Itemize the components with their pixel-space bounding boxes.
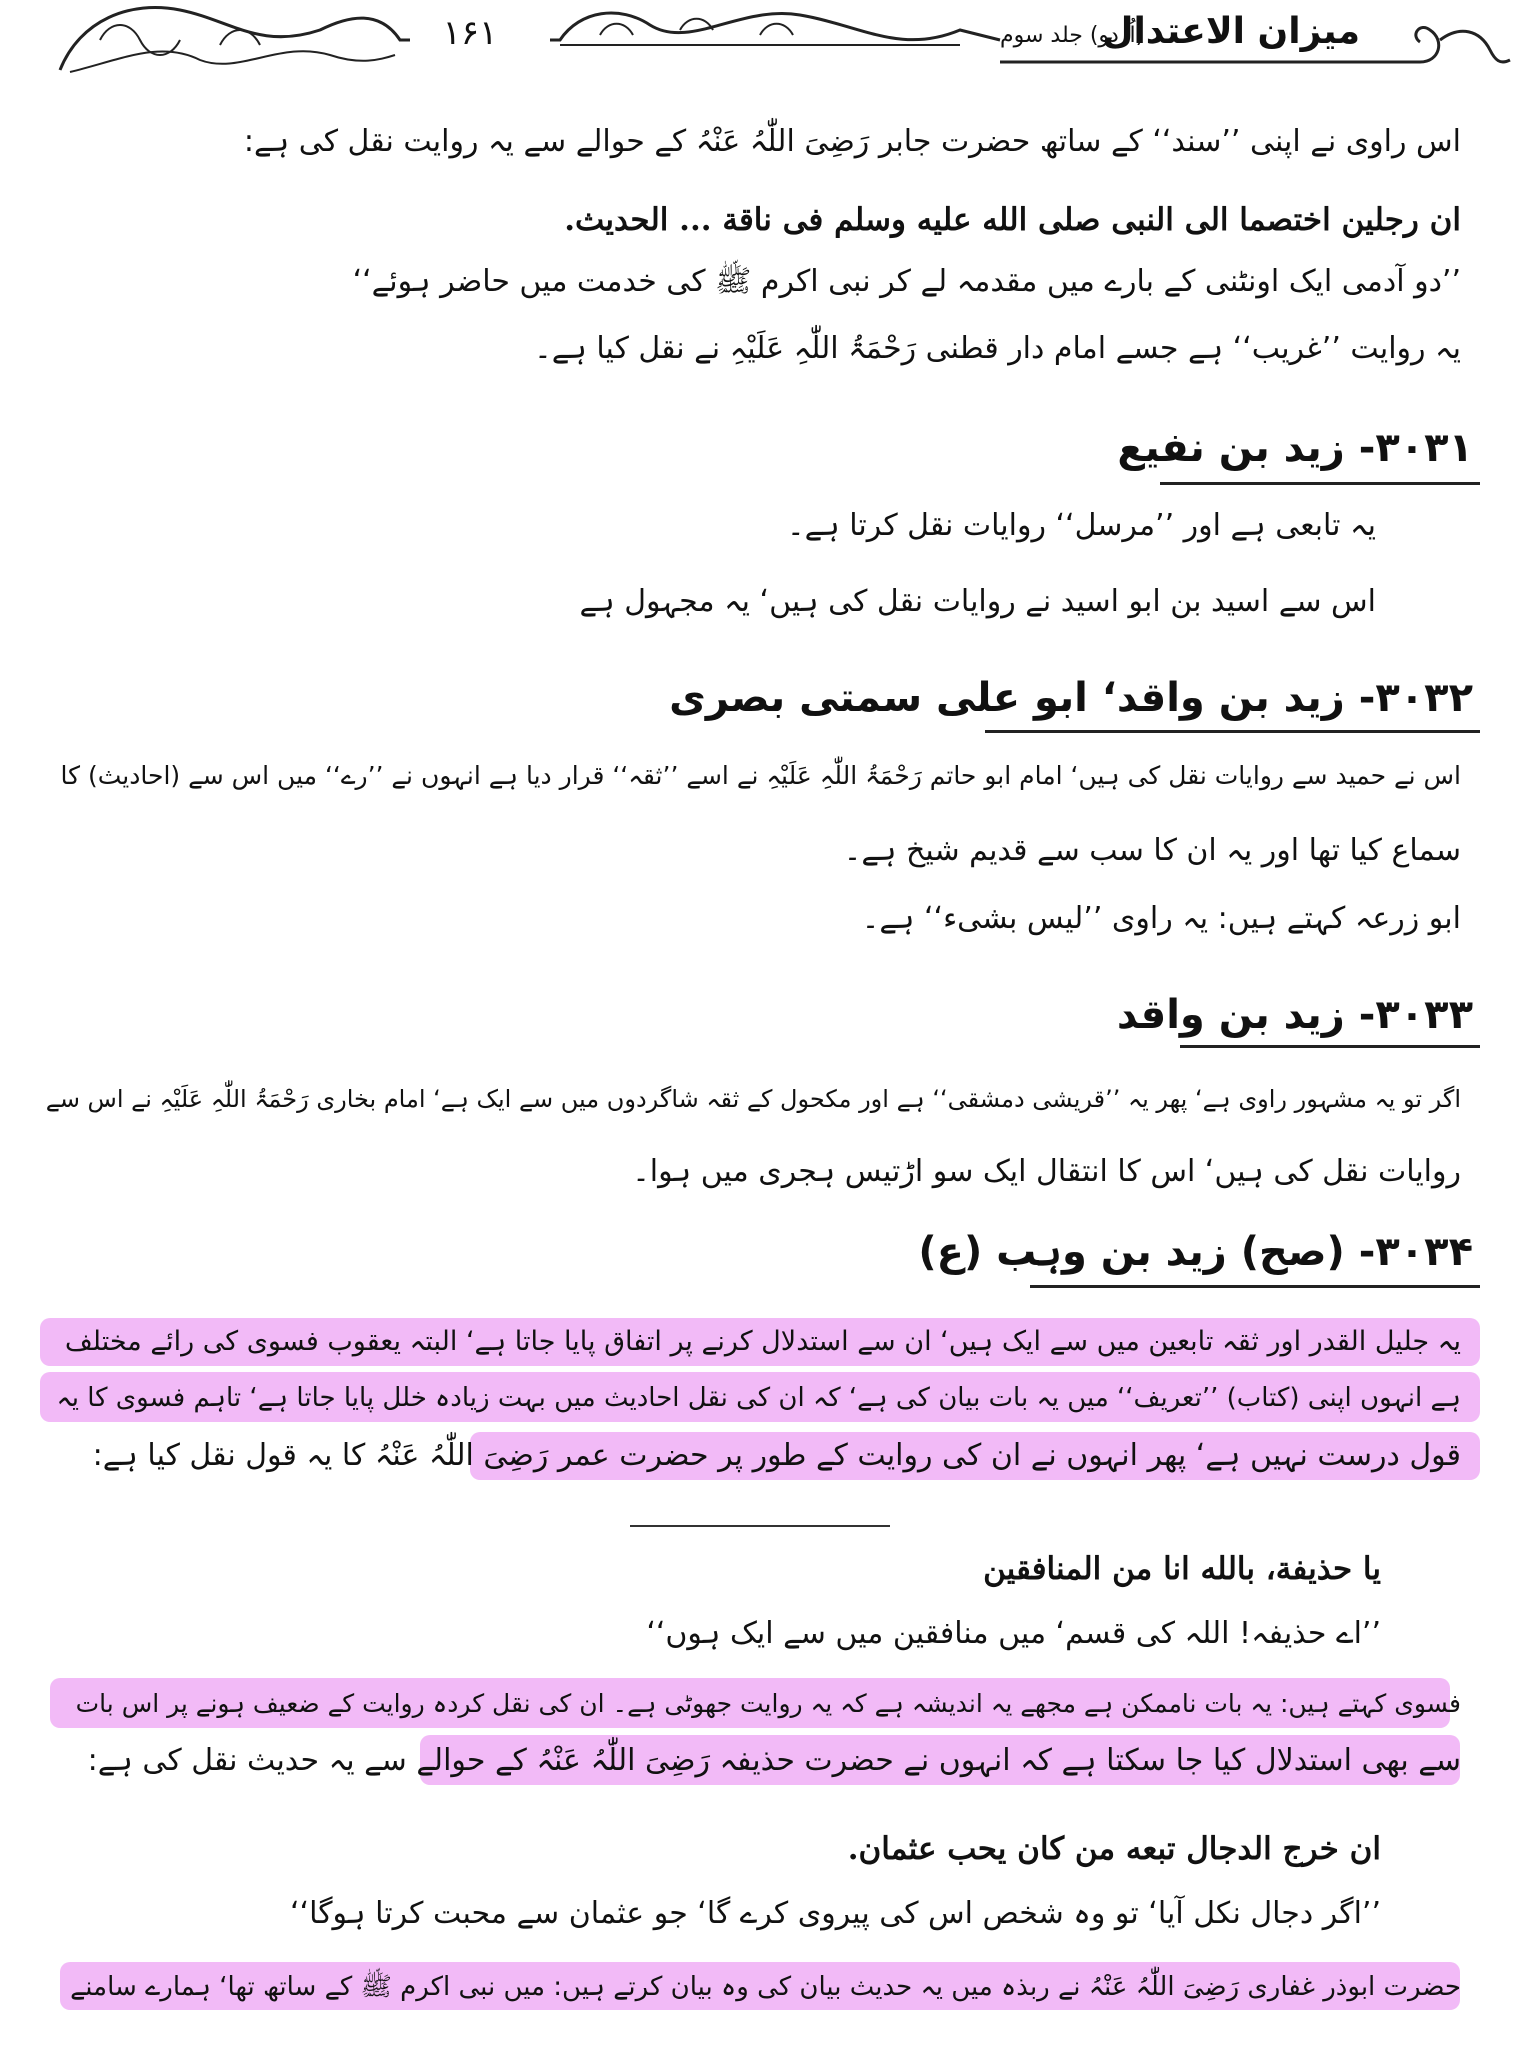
entry-line: فسوی کہتے ہیں: یہ بات ناممکن ہے مجھے یہ اندیشہ ہے کہ یہ روایت جھوٹی ہے۔ ان کی نقل کردہ روایت کے ضعیف ہونے پر اس بات: [75, 1689, 1461, 1718]
heading-underline: [1160, 482, 1480, 485]
arabic-quote: يا حذيفة، بالله انا من المنافقين: [983, 1551, 1381, 1587]
entry-line: یہ جلیل القدر اور ثقہ تابعین میں سے ایک ہیں‘ ان سے استدلال کرنے پر اتفاق پایا جاتا ہے‘ البتہ یعقوب فسوی کی رائے مختلف: [64, 1326, 1461, 1357]
arabic-hadith: ان رجلين اختصما الى النبى صلى الله عليه وسلم فى ناقة ... الحديث.: [564, 202, 1461, 238]
entry-line: اگر تو یہ مشہور راوی ہے‘ پھر یہ ’’قریشی دمشقی‘‘ ہے اور مکحول کے ثقہ شاگردوں میں سے ایک ہے‘ امام بخاری رَحْمَۃُ اللّٰہِ عَلَیْہِ نے اس سے: [45, 1085, 1461, 1113]
entry-line: سماع کیا تھا اور یہ ان کا سب سے قدیم شیخ ہے۔: [843, 833, 1461, 868]
separator-line: [630, 1525, 890, 1527]
entry-heading: ۳۰۳۳- زید بن واقد: [1116, 992, 1473, 1038]
entry-line: روایات نقل کی ہیں‘ اس کا انتقال ایک سو اڑتیس ہجری میں ہوا۔: [632, 1154, 1461, 1189]
heading-underline: [1180, 1045, 1480, 1048]
entry-line: ہے انہوں اپنی (کتاب) ’’تعریف‘‘ میں یہ بات بیان کی ہے‘ کہ ان کی نقل احادیث میں بہت زیادہ خلل پایا جاتا ہے‘ تاہم فسوی کا یہ: [56, 1383, 1461, 1413]
note-line: یہ روایت ’’غریب‘‘ ہے جسے امام دار قطنی رَحْمَۃُ اللّٰہِ عَلَیْہِ نے نقل کیا ہے۔: [534, 331, 1461, 366]
translation-line: ’’دو آدمی ایک اونٹنی کے بارے میں مقدمہ لے کر نبی اکرم ﷺ کی خدمت میں حاضر ہوئے‘‘: [352, 264, 1461, 299]
book-volume: (اُردو) جلد سوم: [1000, 23, 1145, 48]
entry-heading: ۳۰۳۱- زید بن نفیع: [1117, 425, 1473, 471]
entry-line: حضرت ابوذر غفاری رَضِیَ اللّٰہُ عَنْہُ نے ربذہ میں یہ حدیث بیان کی وہ بیان کرتے ہیں: میں نبی اکرم ﷺ کے ساتھ تھا‘ ہمارے سامنے: [70, 1972, 1461, 2002]
page-number: ۱۶۱: [442, 13, 498, 53]
intro-line: اس راوی نے اپنی ’’سند‘‘ کے ساتھ حضرت جابر رَضِیَ اللّٰہُ عَنْہُ کے حوالے سے یہ روایت نقل کی ہے:: [243, 124, 1461, 159]
entry-heading: ۳۰۳۲- زید بن واقد‘ ابو علی سمتی بصری: [669, 675, 1473, 721]
entry-line: سے بھی استدلال کیا جا سکتا ہے کہ انہوں نے حضرت حذیفہ رَضِیَ اللّٰہُ عَنْہُ کے حوالے سے یہ حدیث نقل کی ہے:: [87, 1743, 1461, 1778]
arabic-hadith: ان خرج الدجال تبعه من كان يحب عثمان.: [847, 1831, 1381, 1867]
heading-underline: [1030, 1285, 1480, 1288]
entry-line: اس نے حمید سے روایات نقل کی ہیں‘ امام ابو حاتم رَحْمَۃُ اللّٰہِ عَلَیْہِ نے اسے ’’ثقہ‘‘ قرار دیا ہے انہوں نے ’’رے‘‘ میں اس سے (احادیث) کا: [60, 761, 1461, 790]
book-title: میزان الاعتدال: [1102, 11, 1360, 52]
entry-line: اس سے اسید بن ابو اسید نے روایات نقل کی ہیں‘ یہ مجہول ہے: [579, 584, 1376, 619]
translation-line: ’’اگر دجال نکل آیا‘ تو وہ شخص اس کی پیروی کرے گا‘ جو عثمان سے محبت کرتا ہوگا‘‘: [290, 1896, 1381, 1931]
entry-line: ابو زرعہ کہتے ہیں: یہ راوی ’’لیس بشیء‘‘ ہے۔: [861, 901, 1461, 936]
heading-underline: [985, 730, 1480, 733]
entry-heading: ۳۰۳۴- (صح) زید بن وہب (ع): [918, 1229, 1473, 1275]
entry-line: یہ تابعی ہے اور ’’مرسل‘‘ روایات نقل کرتا ہے۔: [787, 508, 1376, 543]
translation-line: ’’اے حذیفہ! اللہ کی قسم‘ میں منافقین میں سے ایک ہوں‘‘: [646, 1616, 1381, 1651]
entry-line: قول درست نہیں ہے‘ پھر انہوں نے ان کی روایت کے طور پر حضرت عمر رَضِیَ اللّٰہُ عَنْہُ کا یہ قول نقل کیا ہے:: [92, 1438, 1461, 1473]
